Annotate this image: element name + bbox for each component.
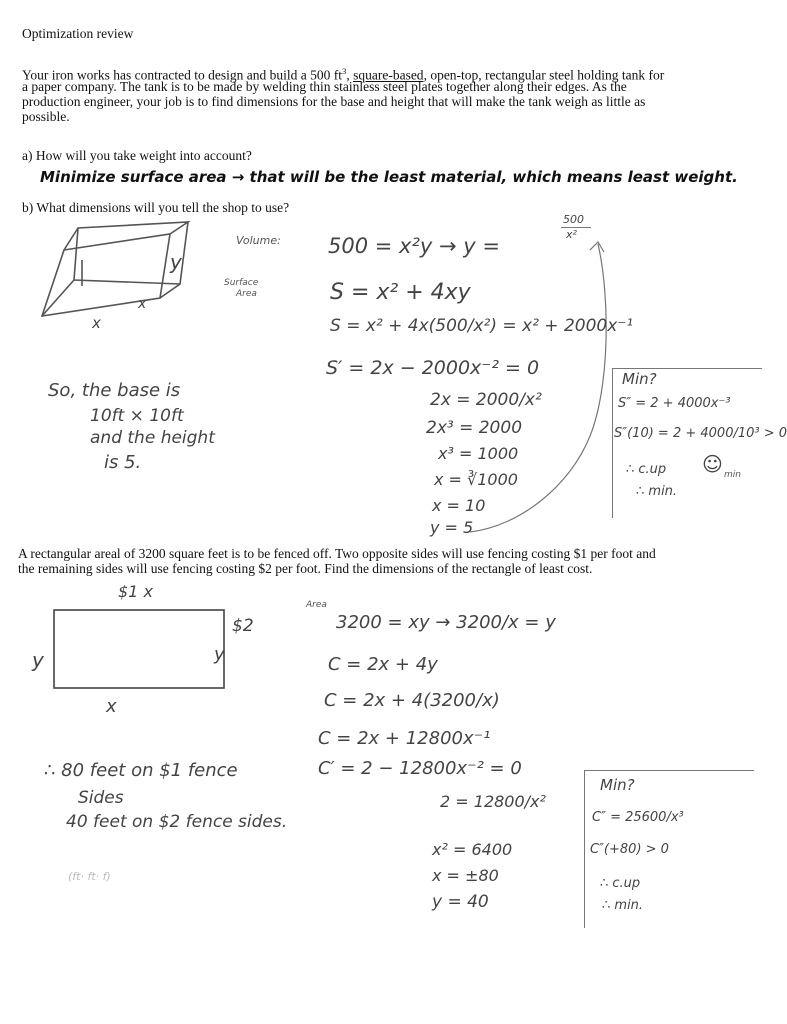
problem1-line1-sup: 3 <box>341 66 347 76</box>
min2-line1: C″ = 25600/x³ <box>592 810 684 825</box>
smile-icon: ☺ <box>702 452 723 476</box>
min2-line2: C″(+80) > 0 <box>590 842 669 857</box>
min1-line4: ∴ min. <box>636 484 678 499</box>
cost-solve-2: x² = 6400 <box>432 840 513 859</box>
rect-bottom-x: x <box>106 696 117 717</box>
answer-a: Minimize surface area → that will be the least material, which means least weight. <box>40 168 738 186</box>
min1-small: min <box>724 470 741 480</box>
box-label-y: y <box>170 250 182 274</box>
surface-derivative: S′ = 2x − 2000x⁻² = 0 <box>326 357 540 379</box>
problem1-line1-rest: , open-top, rectangular steel holding tank for <box>423 67 665 83</box>
solve-step-6: y = 5 <box>430 518 474 537</box>
min-box1-divider <box>612 368 613 518</box>
cost-solve-4: y = 40 <box>432 892 489 912</box>
min-box1-top <box>612 368 762 369</box>
solve-step-5: x = 10 <box>432 496 486 515</box>
problem1-line2: a paper company. The tank is to be made by welding thin stainless steel plates together along their edges. As the <box>22 79 627 94</box>
rect-left-y: y <box>32 648 44 672</box>
cost-derivative: C′ = 2 − 12800x⁻² = 0 <box>318 758 522 779</box>
conclusion1-line1: So, the base is <box>48 380 181 401</box>
problem2-line1: A rectangular areal of 3200 square feet is to be fenced off. Two opposite sides will use fencing costing $1 per foot and <box>18 546 656 561</box>
cost-solve-1: 2 = 12800/x² <box>440 792 546 811</box>
cost-eq-2: C = 2x + 4(3200/x) <box>324 690 500 711</box>
conclusion1-line3: and the height <box>90 428 215 448</box>
problem1-underlined: square-based <box>353 67 424 83</box>
rect-top-label: $1 x <box>118 582 153 601</box>
rect-right-cost: $2 <box>232 616 254 636</box>
box-label-x2: x <box>138 296 147 312</box>
label-surface-area: Area <box>236 289 257 299</box>
surface-eq-1: S = x² + 4xy <box>330 280 471 305</box>
question-b: b) What dimensions will you tell the shop to use? <box>22 200 290 215</box>
area-equation: 3200 = xy → 3200/x = y <box>336 612 556 633</box>
min2-line4: ∴ min. <box>602 898 644 913</box>
min2-line3: ∴ c.up <box>600 876 641 891</box>
label-area-2: Area <box>306 600 327 610</box>
solve-step-2: 2x³ = 2000 <box>426 418 523 438</box>
conclusion2-line3: 40 feet on $2 fence sides. <box>66 812 288 832</box>
problem1-line3: production engineer, your job is to find dimensions for the base and height that will make the tank weigh as little as <box>22 94 646 109</box>
volume-equation: 500 = x²y → y = <box>328 234 500 258</box>
volume-frac-num: 500 <box>563 213 584 226</box>
rect-right-y: y <box>214 644 225 665</box>
problem1-line4: possible. <box>22 109 70 124</box>
min-box2-divider <box>584 770 585 928</box>
conclusion2-line1: ∴ 80 feet on $1 fence <box>44 760 238 781</box>
problem1-line1: Your iron works has contracted to design and build a 500 $ft^3$, square-based, open-top, rectangular steel holding tank for <box>22 66 665 83</box>
min2-title: Min? <box>600 776 635 794</box>
box-label-x1: x <box>92 314 101 332</box>
min1-line1: S″ = 2 + 4000x⁻³ <box>618 396 731 411</box>
cost-eq-1: C = 2x + 4y <box>328 654 438 675</box>
problem1-line1-a: Your iron works has contracted to design and build a 500 ft <box>22 67 342 83</box>
min1-line3: ∴ c.up <box>626 462 667 477</box>
volume-frac-den: x² <box>566 228 577 241</box>
cost-eq-3: C = 2x + 12800x⁻¹ <box>318 728 491 749</box>
solve-step-3: x³ = 1000 <box>438 444 519 463</box>
label-surface: Surface <box>224 278 259 288</box>
label-volume: Volume: <box>236 234 281 247</box>
min1-line2: S″(10) = 2 + 4000/10³ > 0 <box>614 426 787 441</box>
solve-step-4: x = ∛1000 <box>434 470 518 489</box>
min1-title: Min? <box>622 370 657 388</box>
box-sketch <box>30 220 230 340</box>
conclusion2-line2: Sides <box>78 788 124 808</box>
question-a: a) How will you take weight into account? <box>22 148 252 163</box>
problem2-line2: the remaining sides will use fencing costing $2 per foot. Find the dimensions of the rectangle of least cost. <box>18 561 593 576</box>
faint-scribble: (ft· ft· f) <box>68 870 111 883</box>
cost-solve-3: x = ±80 <box>432 866 499 885</box>
min-box2-top <box>584 770 754 771</box>
conclusion1-line4: is 5. <box>104 452 142 473</box>
conclusion1-line2: 10ft × 10ft <box>90 406 184 426</box>
solve-step-1: 2x = 2000/x² <box>430 390 542 410</box>
surface-eq-2: S = x² + 4x(500/x²) = x² + 2000x⁻¹ <box>330 316 634 336</box>
page-title: Optimization review <box>22 26 134 41</box>
